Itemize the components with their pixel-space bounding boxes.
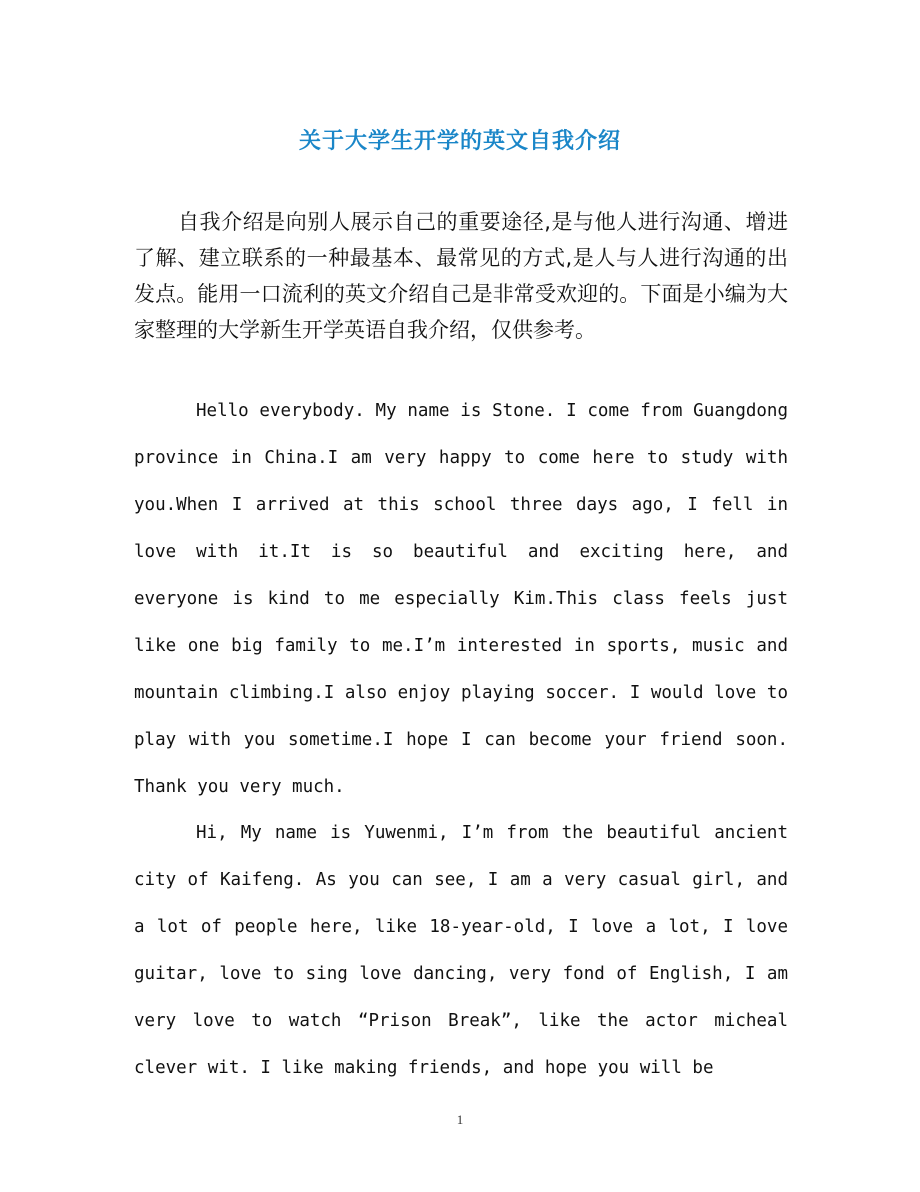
english-paragraph-1: Hello everybody. My name is Stone. I come from Guangdong province in China.I am very happy to come here to study with you.When I arrived at this school three days ago, I fell in love with it.It is so beautiful and exciting here, and everyone is kind to me especially Kim.This class feels just like one big family to me.I’m interested in sports, music and mountain climbing.I also enjoy playing soccer. I would love to play with you sometime.I hope I can become your friend soon. Thank you very much. <box>134 401 788 797</box>
page-number: 1 <box>456 1112 464 1127</box>
intro-paragraph: 自我介绍是向别人展示自己的重要途径,是与他人进行沟通、增进了解、建立联系的一种最基本、最常见的方式,是人与人进行沟通的出发点。能用一口流利的英文介绍自己是非常受欢迎的。下面是小编为大家整理的大学新生开学英语自我介绍，仅供参考。 <box>134 210 788 342</box>
document-title: 关于大学生开学的英文自我介绍 <box>298 129 621 154</box>
english-paragraph-2: Hi, My name is Yuwenmi, I’m from the beautiful ancient city of Kaifeng. As you can see, I am a very casual girl, and a lot of people here, like 18-year-old, I love a lot, I love guitar, love to sing love dancing, very fond of English, I am very love to watch “Prison Break”, like the actor micheal clever wit. I like making friends, and hope you will be <box>134 823 788 1078</box>
